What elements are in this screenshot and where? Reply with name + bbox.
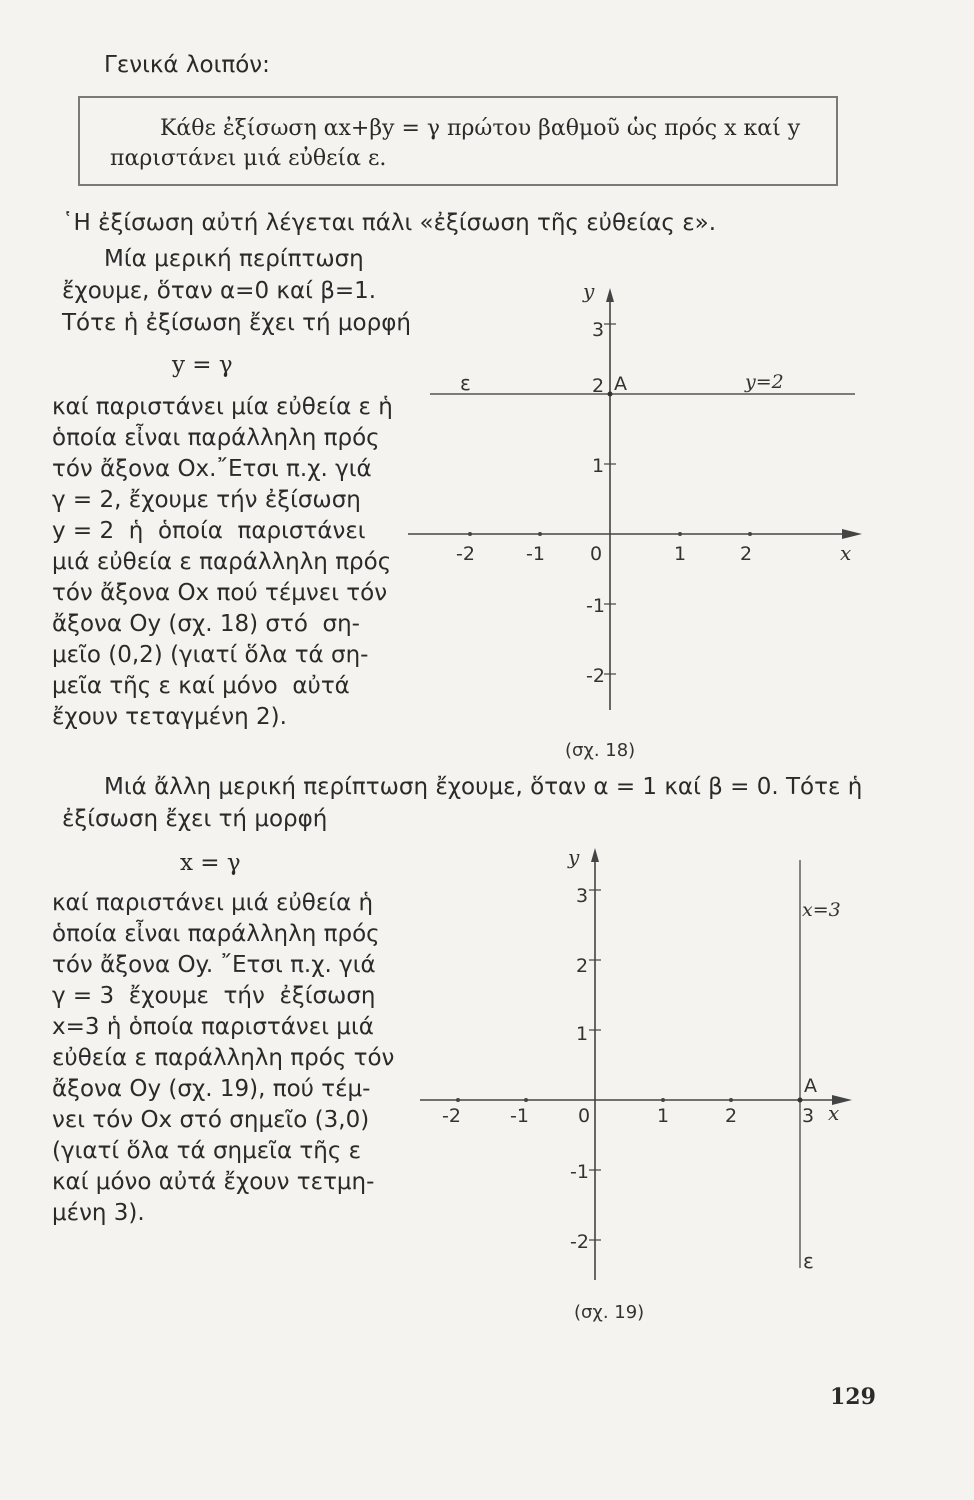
y-tick-label: -2 [586, 665, 605, 687]
case2-line-1: Μιά ἄλλη μερική περίπτωση ἔχουμε, ὅταν α = 1 καί β = 0. Τότε ἡ [104, 774, 863, 800]
x-tick [661, 1098, 665, 1102]
point-a-label: A [614, 373, 627, 395]
point-a [608, 392, 613, 397]
x-tick-label: -2 [456, 543, 475, 565]
figure-caption: (σχ. 18) [565, 740, 636, 760]
y-tick-label: 3 [592, 319, 605, 341]
case1-text-line: μεῖα τῆς ε καί μόνο αὐτά [52, 673, 350, 699]
case2-text-line: καί παριστάνει μιά εὐθεία ἡ [52, 890, 374, 916]
line-label-epsilon: ε [803, 1249, 814, 1273]
x-tick [456, 1098, 460, 1102]
case1-text-line: γ = 2, ἔχουμε τήν ἐξίσωση [52, 487, 361, 513]
equation-label: x=3 [802, 899, 841, 921]
point-a [798, 1098, 803, 1103]
y-axis-label: y [568, 845, 580, 869]
y-tick-label: 2 [576, 955, 589, 977]
section-heading: Γενικά λοιπόν: [104, 52, 270, 78]
y-tick-label: 1 [576, 1023, 589, 1045]
case1-line: ἔχουμε, ὅταν α=0 καί β=1. [62, 278, 377, 304]
paragraph-equation-name: ῾Η ἐξίσωση αὐτή λέγεται πάλι «ἐξίσωση τῆς εὐθείας ε». [62, 210, 717, 236]
x-tick-label: -1 [526, 543, 545, 565]
x-tick [538, 532, 542, 536]
case2-text-line: ὁποία εἶναι παράλληλη πρός [52, 921, 380, 947]
case2-text-line: εὐθεία ε παράλληλη πρός τόν [52, 1045, 395, 1071]
y-axis-arrow-icon [606, 288, 614, 302]
x-tick [729, 1098, 733, 1102]
theorem-line-2: παριστάνει μιά εὐθεία ε. [110, 146, 387, 171]
case2-line-2: ἐξίσωση ἔχει τή μορφή [62, 806, 328, 832]
point-a-label: A [804, 1075, 817, 1097]
case2-text-line: τόν ἄξονα Oy. ῎Ετσι π.χ. γιά [52, 952, 376, 978]
case2-text-line: καί μόνο αὐτά ἔχουν τετμη- [52, 1169, 375, 1195]
case1-text-line: μεῖο (0,2) (γιατί ὅλα τά ση- [52, 642, 369, 668]
x-tick [748, 532, 752, 536]
x-tick-label: 2 [740, 543, 753, 565]
x-tick [524, 1098, 528, 1102]
y-tick-label: -1 [586, 595, 605, 617]
case1-equation: y = γ [172, 352, 233, 378]
y-tick-label: 2 [592, 375, 605, 397]
x-tick-label: -1 [510, 1105, 529, 1127]
x-tick [678, 532, 682, 536]
y-tick-label: 1 [592, 455, 605, 477]
y-tick-label: -1 [570, 1161, 589, 1183]
equation-label: y=2 [745, 371, 784, 393]
case1-text-line: ἔχουν τεταγμένη 2). [52, 704, 287, 730]
figure-caption: (σχ. 19) [574, 1302, 645, 1323]
case1-text-line: ἄξονα Oy (σχ. 18) στό ση- [52, 611, 360, 637]
case1-text-line: τόν ἄξονα Ox.῎Ετσι π.χ. γιά [52, 456, 372, 482]
x-tick-label: 1 [674, 543, 687, 565]
x-tick-label: -2 [442, 1105, 461, 1127]
y-axis-label: y [583, 280, 595, 303]
x-axis-label: x [840, 541, 852, 565]
case2-text-line: μένη 3). [52, 1200, 145, 1226]
case1-text-line: ὁποία εἶναι παράλληλη πρός [52, 425, 380, 451]
case2-text-line: ἄξονα Oy (σχ. 19), πού τέμ- [52, 1076, 371, 1102]
case2-text-line: x=3 ἡ ὁποία παριστάνει μιά [52, 1014, 374, 1040]
x-axis-arrow-icon [842, 529, 862, 539]
x-tick-label: 0 [578, 1105, 591, 1127]
case1-text-line: καί παριστάνει μία εὐθεία ε ἡ [52, 394, 393, 420]
x-tick [468, 532, 472, 536]
figure-18 [400, 280, 870, 760]
case2-text-line: γ = 3 ἔχουμε τήν ἐξίσωση [52, 983, 376, 1009]
theorem-box [78, 96, 838, 186]
case1-text-line: τόν ἄξονα Ox πού τέμνει τόν [52, 580, 388, 606]
case2-text-line: (γιατί ὅλα τά σημεῖα τῆς ε [52, 1138, 362, 1164]
x-axis-label: x [828, 1101, 840, 1125]
x-tick-label: 2 [725, 1105, 738, 1127]
x-tick-label: 0 [590, 543, 603, 565]
line-label-epsilon: ε [460, 371, 471, 395]
x-tick-label: 1 [657, 1105, 670, 1127]
page-number: 129 [830, 1384, 876, 1410]
y-tick-label: 3 [576, 885, 589, 907]
case1-text-line: y = 2 ἡ ὁποία παριστάνει [52, 518, 366, 544]
case1-line: Τότε ἡ ἐξίσωση ἔχει τή μορφή [62, 310, 411, 336]
case1-text-line: μιά εὐθεία ε παράλληλη πρός [52, 549, 392, 575]
case2-equation: x = γ [180, 850, 241, 876]
theorem-line-1: Κάθε ἐξίσωση αx+βy = γ πρώτου βαθμοῦ ὡς πρός x καί y [160, 116, 801, 141]
case1-line: Μία μερική περίπτωση [104, 246, 364, 272]
y-axis-arrow-icon [591, 848, 599, 862]
case2-text-line: νει τόν Ox στό σημεῖο (3,0) [52, 1107, 370, 1133]
figure-19 [400, 840, 870, 1330]
x-tick-label: 3 [802, 1105, 815, 1127]
y-tick-label: -2 [570, 1231, 589, 1253]
